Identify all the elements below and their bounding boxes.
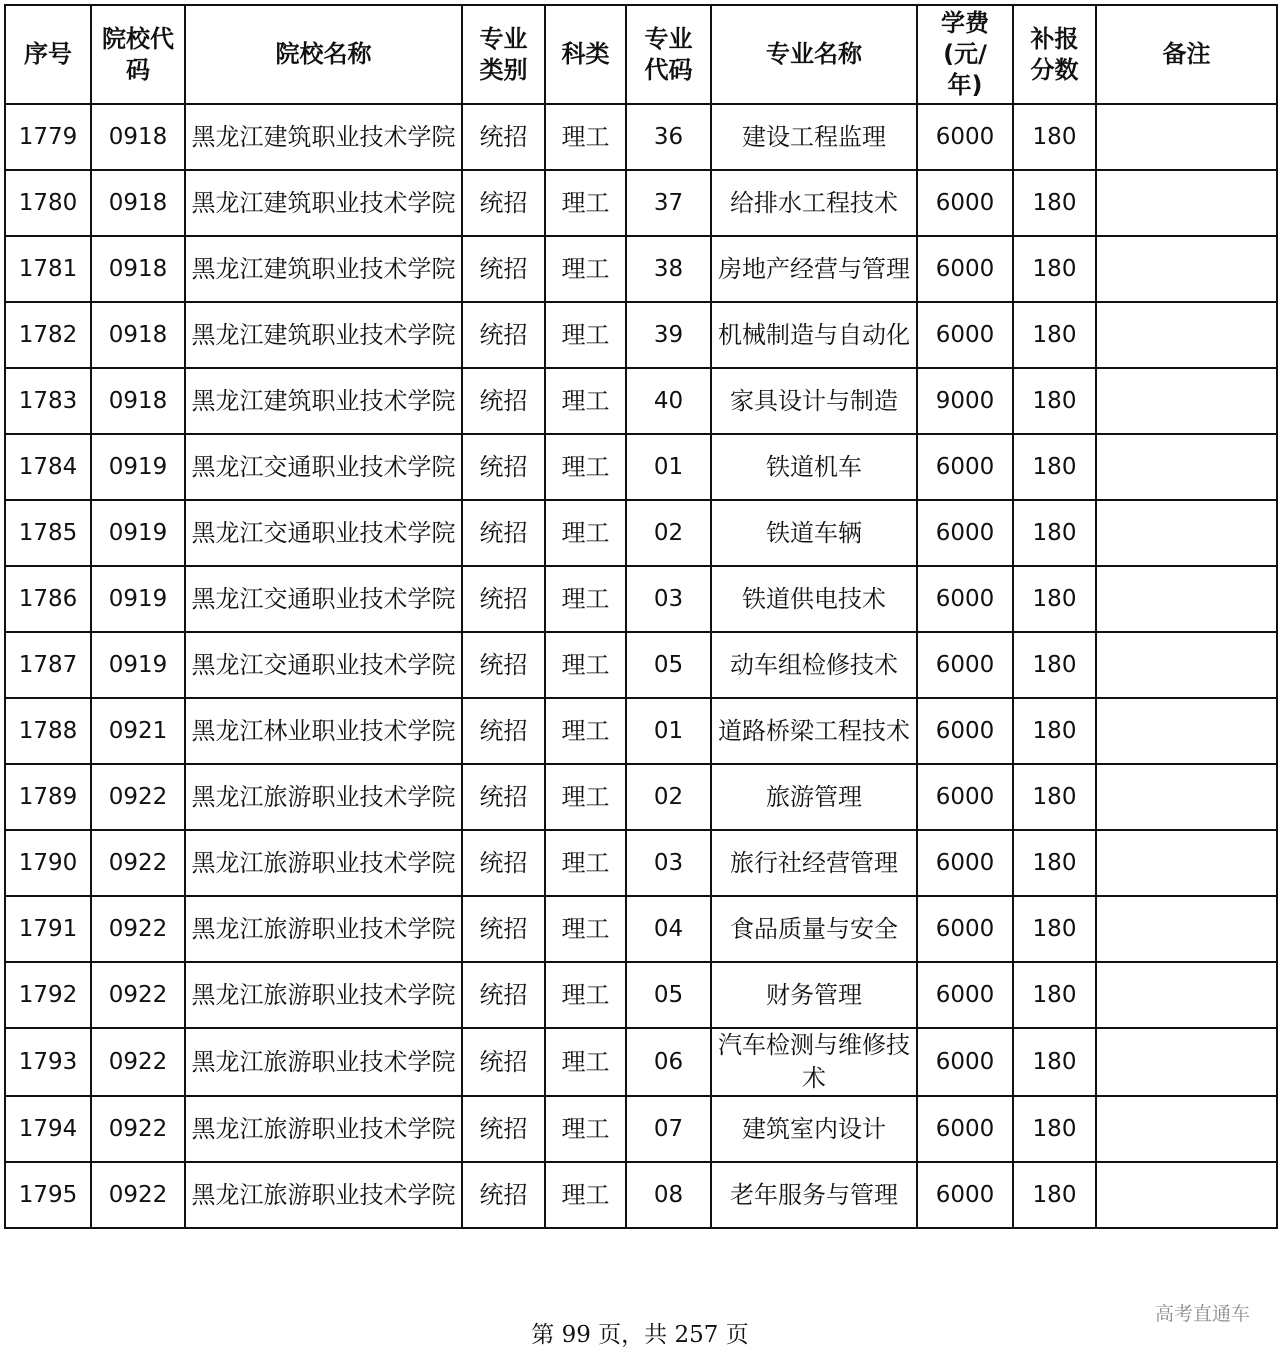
cell-seq: 1791	[5, 896, 91, 962]
cell-seq: 1792	[5, 962, 91, 1028]
cell-fee: 6000	[917, 1096, 1013, 1162]
cell-score: 180	[1013, 302, 1096, 368]
cell-fee: 6000	[917, 170, 1013, 236]
table-row	[5, 170, 1277, 236]
cell-category: 统招	[462, 896, 545, 962]
cell-fee: 6000	[917, 500, 1013, 566]
header-note: 备注	[1096, 5, 1277, 104]
cell-school-name: 黑龙江旅游职业技术学院	[185, 896, 462, 962]
cell-school-name: 黑龙江交通职业技术学院	[185, 434, 462, 500]
cell-fee: 6000	[917, 962, 1013, 1028]
header-subject: 科类	[545, 5, 626, 104]
cell-seq: 1786	[5, 566, 91, 632]
cell-score: 180	[1013, 896, 1096, 962]
watermark-text: 高考直通车	[1154, 1303, 1250, 1325]
header-seq: 序号	[5, 5, 91, 104]
cell-school-code: 0919	[91, 632, 185, 698]
cell-major-code: 04	[626, 896, 711, 962]
cell-major-name: 铁道车辆	[711, 500, 917, 566]
cell-fee: 6000	[917, 698, 1013, 764]
cell-score: 180	[1013, 698, 1096, 764]
cell-major-name: 给排水工程技术	[711, 170, 917, 236]
cell-school-name: 黑龙江交通职业技术学院	[185, 500, 462, 566]
cell-school-name: 黑龙江旅游职业技术学院	[185, 962, 462, 1028]
cell-school-code: 0922	[91, 1162, 185, 1228]
cell-major-name: 旅游管理	[711, 764, 917, 830]
cell-seq: 1795	[5, 1162, 91, 1228]
cell-school-code: 0922	[91, 1096, 185, 1162]
cell-major-name: 家具设计与制造	[711, 368, 917, 434]
cell-subject: 理工	[545, 104, 626, 170]
cell-score: 180	[1013, 170, 1096, 236]
header-score: 补报 分数	[1013, 5, 1096, 104]
table-row	[5, 1096, 1277, 1162]
cell-school-name: 黑龙江旅游职业技术学院	[185, 1028, 462, 1096]
cell-school-name: 黑龙江建筑职业技术学院	[185, 104, 462, 170]
cell-category: 统招	[462, 434, 545, 500]
cell-major-code: 39	[626, 302, 711, 368]
cell-fee: 9000	[917, 368, 1013, 434]
cell-major-code: 36	[626, 104, 711, 170]
cell-seq: 1787	[5, 632, 91, 698]
header-school-code: 院校代 码	[91, 5, 185, 104]
cell-school-code: 0918	[91, 170, 185, 236]
cell-category: 统招	[462, 632, 545, 698]
cell-school-code: 0919	[91, 566, 185, 632]
cell-school-name: 黑龙江旅游职业技术学院	[185, 1096, 462, 1162]
cell-fee: 6000	[917, 764, 1013, 830]
cell-fee: 6000	[917, 632, 1013, 698]
header-major-code: 专业 代码	[626, 5, 711, 104]
cell-major-name: 财务管理	[711, 962, 917, 1028]
cell-subject: 理工	[545, 632, 626, 698]
cell-major-name: 铁道机车	[711, 434, 917, 500]
cell-note	[1096, 962, 1277, 1028]
cell-fee: 6000	[917, 302, 1013, 368]
cell-fee: 6000	[917, 434, 1013, 500]
cell-school-code: 0922	[91, 1028, 185, 1096]
cell-major-name: 汽车检测与维修技术	[711, 1028, 917, 1096]
cell-category: 统招	[462, 1096, 545, 1162]
cell-subject: 理工	[545, 896, 626, 962]
cell-major-code: 05	[626, 962, 711, 1028]
table-row	[5, 236, 1277, 302]
cell-seq: 1780	[5, 170, 91, 236]
cell-school-name: 黑龙江建筑职业技术学院	[185, 236, 462, 302]
cell-score: 180	[1013, 368, 1096, 434]
cell-note	[1096, 236, 1277, 302]
cell-category: 统招	[462, 962, 545, 1028]
cell-score: 180	[1013, 104, 1096, 170]
cell-major-code: 02	[626, 764, 711, 830]
cell-school-name: 黑龙江林业职业技术学院	[185, 698, 462, 764]
cell-subject: 理工	[545, 368, 626, 434]
cell-school-code: 0918	[91, 302, 185, 368]
cell-seq: 1788	[5, 698, 91, 764]
cell-fee: 6000	[917, 896, 1013, 962]
cell-major-code: 37	[626, 170, 711, 236]
table-row	[5, 632, 1277, 698]
cell-major-code: 06	[626, 1028, 711, 1096]
cell-subject: 理工	[545, 500, 626, 566]
cell-note	[1096, 368, 1277, 434]
cell-category: 统招	[462, 104, 545, 170]
cell-major-name: 铁道供电技术	[711, 566, 917, 632]
cell-school-code: 0918	[91, 368, 185, 434]
cell-major-code: 40	[626, 368, 711, 434]
cell-major-code: 03	[626, 830, 711, 896]
cell-major-name: 建筑室内设计	[711, 1096, 917, 1162]
table-row	[5, 830, 1277, 896]
cell-major-name: 道路桥梁工程技术	[711, 698, 917, 764]
table-row	[5, 962, 1277, 1028]
cell-note	[1096, 566, 1277, 632]
header-school-name: 院校名称	[185, 5, 462, 104]
cell-score: 180	[1013, 764, 1096, 830]
cell-major-code: 08	[626, 1162, 711, 1228]
cell-school-code: 0919	[91, 500, 185, 566]
cell-seq: 1781	[5, 236, 91, 302]
cell-subject: 理工	[545, 302, 626, 368]
cell-seq: 1785	[5, 500, 91, 566]
table-row	[5, 500, 1277, 566]
cell-category: 统招	[462, 170, 545, 236]
table-row	[5, 896, 1277, 962]
table-row	[5, 566, 1277, 632]
cell-school-name: 黑龙江建筑职业技术学院	[185, 170, 462, 236]
cell-school-name: 黑龙江交通职业技术学院	[185, 566, 462, 632]
cell-category: 统招	[462, 566, 545, 632]
cell-category: 统招	[462, 236, 545, 302]
cell-fee: 6000	[917, 566, 1013, 632]
cell-school-code: 0922	[91, 896, 185, 962]
cell-major-name: 房地产经营与管理	[711, 236, 917, 302]
cell-note	[1096, 632, 1277, 698]
cell-seq: 1789	[5, 764, 91, 830]
cell-seq: 1793	[5, 1028, 91, 1096]
cell-score: 180	[1013, 434, 1096, 500]
cell-subject: 理工	[545, 764, 626, 830]
table-row	[5, 368, 1277, 434]
cell-score: 180	[1013, 962, 1096, 1028]
cell-category: 统招	[462, 302, 545, 368]
cell-subject: 理工	[545, 1096, 626, 1162]
table-row	[5, 104, 1277, 170]
cell-seq: 1779	[5, 104, 91, 170]
cell-major-code: 38	[626, 236, 711, 302]
cell-subject: 理工	[545, 962, 626, 1028]
cell-school-name: 黑龙江建筑职业技术学院	[185, 368, 462, 434]
cell-fee: 6000	[917, 236, 1013, 302]
cell-note	[1096, 764, 1277, 830]
cell-subject: 理工	[545, 698, 626, 764]
cell-school-name: 黑龙江旅游职业技术学院	[185, 830, 462, 896]
cell-seq: 1783	[5, 368, 91, 434]
header-row	[5, 5, 1277, 104]
cell-score: 180	[1013, 830, 1096, 896]
cell-school-code: 0921	[91, 698, 185, 764]
cell-score: 180	[1013, 1162, 1096, 1228]
cell-category: 统招	[462, 1028, 545, 1096]
cell-major-code: 01	[626, 698, 711, 764]
cell-note	[1096, 830, 1277, 896]
cell-seq: 1782	[5, 302, 91, 368]
cell-school-name: 黑龙江旅游职业技术学院	[185, 1162, 462, 1228]
cell-score: 180	[1013, 566, 1096, 632]
cell-major-code: 03	[626, 566, 711, 632]
table-row	[5, 302, 1277, 368]
enrollment-table	[4, 4, 1278, 1229]
cell-school-name: 黑龙江旅游职业技术学院	[185, 764, 462, 830]
cell-fee: 6000	[917, 1162, 1013, 1228]
cell-major-name: 机械制造与自动化	[711, 302, 917, 368]
cell-subject: 理工	[545, 1162, 626, 1228]
page-footer: 第 99 页，共 257 页	[531, 1322, 749, 1348]
table-body	[5, 104, 1277, 1228]
cell-subject: 理工	[545, 434, 626, 500]
cell-fee: 6000	[917, 1028, 1013, 1096]
cell-seq: 1784	[5, 434, 91, 500]
cell-major-code: 05	[626, 632, 711, 698]
cell-major-code: 07	[626, 1096, 711, 1162]
cell-major-name: 建设工程监理	[711, 104, 917, 170]
cell-score: 180	[1013, 1028, 1096, 1096]
cell-note	[1096, 104, 1277, 170]
cell-school-code: 0918	[91, 104, 185, 170]
cell-category: 统招	[462, 698, 545, 764]
cell-major-name: 旅行社经营管理	[711, 830, 917, 896]
cell-fee: 6000	[917, 830, 1013, 896]
cell-category: 统招	[462, 764, 545, 830]
cell-school-name: 黑龙江交通职业技术学院	[185, 632, 462, 698]
cell-note	[1096, 1162, 1277, 1228]
header-category: 专业 类别	[462, 5, 545, 104]
cell-note	[1096, 896, 1277, 962]
cell-school-code: 0918	[91, 236, 185, 302]
cell-fee: 6000	[917, 104, 1013, 170]
cell-school-code: 0922	[91, 830, 185, 896]
cell-major-code: 02	[626, 500, 711, 566]
cell-subject: 理工	[545, 830, 626, 896]
table-row	[5, 764, 1277, 830]
cell-major-code: 01	[626, 434, 711, 500]
table-row	[5, 1028, 1277, 1096]
cell-note	[1096, 1028, 1277, 1096]
header-fee: 学费 (元/ 年)	[917, 5, 1013, 104]
cell-note	[1096, 1096, 1277, 1162]
cell-category: 统招	[462, 1162, 545, 1228]
cell-note	[1096, 434, 1277, 500]
cell-category: 统招	[462, 830, 545, 896]
cell-note	[1096, 302, 1277, 368]
cell-note	[1096, 170, 1277, 236]
table-row	[5, 434, 1277, 500]
cell-school-code: 0922	[91, 962, 185, 1028]
cell-category: 统招	[462, 500, 545, 566]
cell-note	[1096, 698, 1277, 764]
cell-category: 统招	[462, 368, 545, 434]
cell-major-name: 老年服务与管理	[711, 1162, 917, 1228]
cell-major-name: 食品质量与安全	[711, 896, 917, 962]
cell-score: 180	[1013, 1096, 1096, 1162]
cell-subject: 理工	[545, 236, 626, 302]
cell-subject: 理工	[545, 566, 626, 632]
cell-score: 180	[1013, 500, 1096, 566]
cell-school-code: 0922	[91, 764, 185, 830]
header-major-name: 专业名称	[711, 5, 917, 104]
cell-seq: 1794	[5, 1096, 91, 1162]
table-row	[5, 1162, 1277, 1228]
cell-score: 180	[1013, 632, 1096, 698]
cell-score: 180	[1013, 236, 1096, 302]
cell-major-name: 动车组检修技术	[711, 632, 917, 698]
cell-seq: 1790	[5, 830, 91, 896]
cell-subject: 理工	[545, 1028, 626, 1096]
cell-note	[1096, 500, 1277, 566]
cell-subject: 理工	[545, 170, 626, 236]
table-row	[5, 698, 1277, 764]
cell-school-name: 黑龙江建筑职业技术学院	[185, 302, 462, 368]
cell-school-code: 0919	[91, 434, 185, 500]
